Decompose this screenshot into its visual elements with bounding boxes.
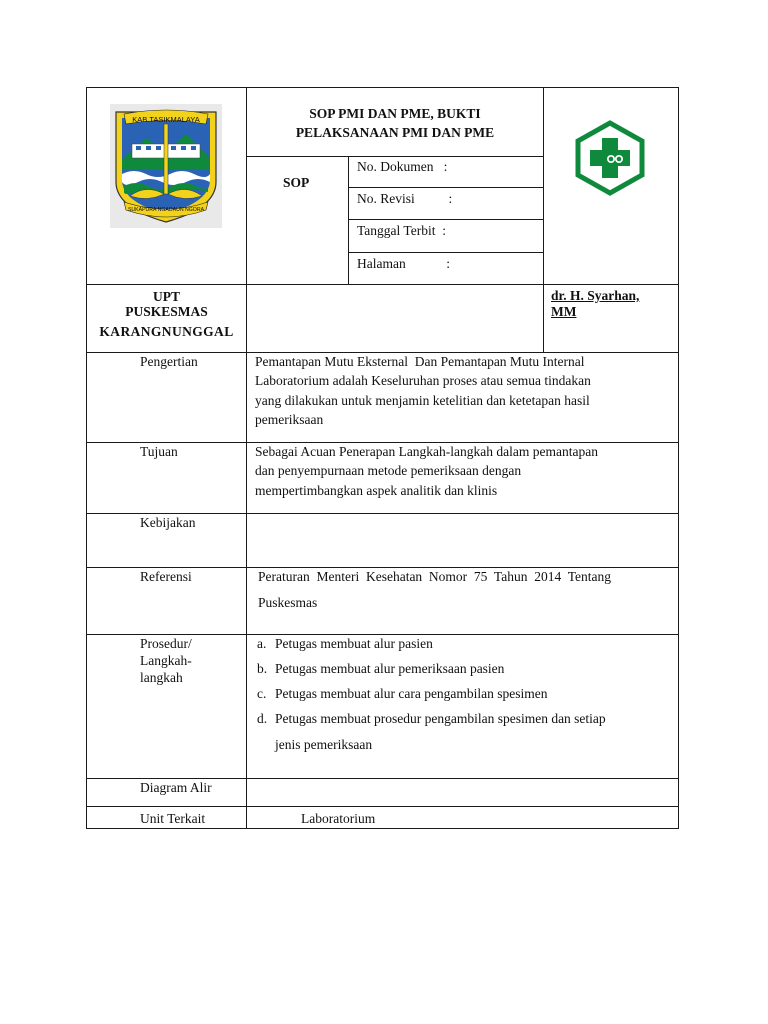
label-prosedur-line1: Prosedur/	[140, 636, 192, 651]
list-marker: c.	[257, 686, 267, 701]
signer-name-line1: dr. H. Syarhan,	[551, 288, 640, 303]
sop-label: SOP	[283, 175, 310, 190]
list-text: Petugas membuat alur pemeriksaan pasien	[275, 661, 505, 676]
list-item	[257, 631, 667, 656]
pengertian-line: yang dilakukan untuk menjamin ketelitian dan ketetapan hasil	[255, 393, 590, 408]
referensi-line2: Puskesmas	[258, 595, 318, 610]
referensi-line1: Peraturan Menteri Kesehatan Nomor 75 Tahun 2014 Tentang	[258, 569, 612, 584]
signer-name-line2: MM	[551, 304, 577, 319]
label-referensi: Referensi	[140, 569, 192, 584]
meta-halaman: Halaman :	[357, 256, 450, 271]
label-diagram-alir: Diagram Alir	[140, 780, 212, 795]
list-marker: b.	[257, 661, 268, 676]
list-text: Petugas membuat alur pasien	[275, 636, 433, 651]
puskesmas-logo-icon	[574, 120, 646, 196]
label-pengertian: Pengertian	[140, 354, 198, 369]
list-item	[257, 706, 667, 731]
pengertian-line: Pemantapan Mutu Eksternal Dan Pemantapan Mutu Internal	[255, 354, 585, 369]
label-prosedur-line2: Langkah-	[140, 653, 192, 668]
emblem-bottom-text: SUKAPURA NGADAUN NGORA	[127, 207, 205, 213]
emblem-top-text: KAB.TASIKMALAYA	[132, 115, 200, 124]
label-kebijakan: Kebijakan	[140, 515, 196, 530]
label-prosedur-line3: langkah	[140, 670, 183, 685]
list-text: Petugas membuat alur cara pengambilan spesimen	[275, 686, 548, 701]
org-line1: UPT	[153, 289, 180, 304]
list-marker: a.	[257, 636, 267, 651]
unit-terkait-value: Laboratorium	[301, 811, 376, 826]
tujuan-line: dan penyempurnaan metode pemeriksaan dengan	[255, 463, 522, 478]
meta-no-dokumen: No. Dokumen :	[357, 159, 448, 174]
pengertian-line: pemeriksaan	[255, 412, 324, 427]
kabupaten-emblem-icon	[110, 104, 222, 228]
label-tujuan: Tujuan	[140, 444, 178, 459]
list-item	[257, 656, 667, 681]
org-line3: KARANGNUNGGAL	[99, 324, 234, 339]
tujuan-line: mempertimbangkan aspek analitik dan klinis	[255, 483, 498, 498]
list-item-continuation: jenis pemeriksaan	[275, 737, 373, 752]
list-item	[257, 681, 667, 706]
document-title-line2: PELAKSANAAN PMI DAN PME	[295, 125, 495, 140]
document-title-line1: SOP PMI DAN PME, BUKTI	[309, 106, 481, 121]
list-marker: d.	[257, 711, 268, 726]
list-text: Petugas membuat prosedur pengambilan spesimen dan setiap	[275, 711, 606, 726]
tujuan-line: Sebagai Acuan Penerapan Langkah-langkah dalam pemantapan	[255, 444, 598, 459]
org-line2: PUSKESMAS	[125, 304, 208, 319]
meta-tanggal-terbit: Tanggal Terbit :	[357, 223, 446, 238]
meta-no-revisi: No. Revisi :	[357, 191, 453, 206]
label-unit-terkait: Unit Terkait	[140, 811, 206, 826]
pengertian-line: Laboratorium adalah Keseluruhan proses atau semua tindakan	[255, 373, 591, 388]
